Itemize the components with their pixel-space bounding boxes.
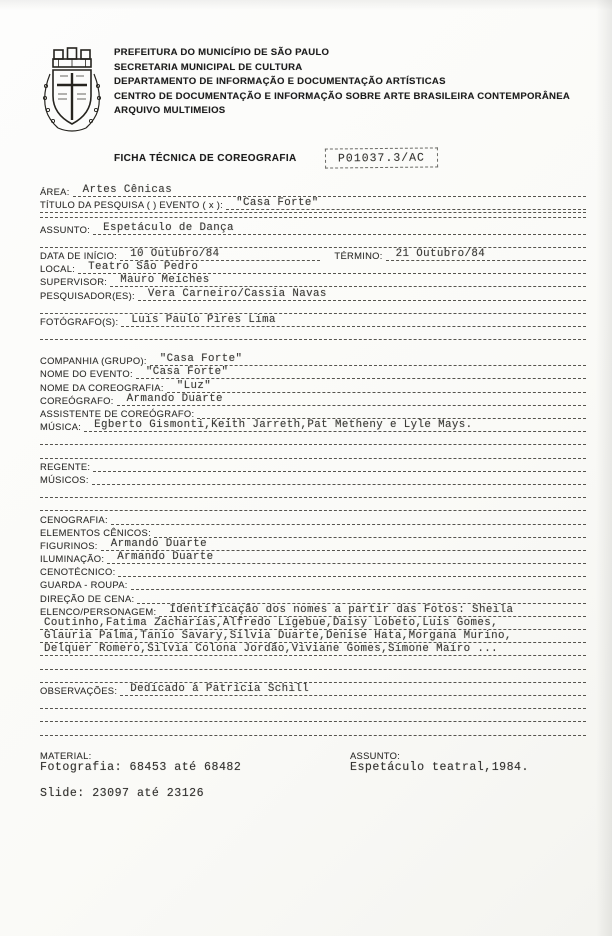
field-label: ASSISTENTE DE COREÓGRAFO: bbox=[40, 408, 195, 419]
assunto-section bbox=[350, 750, 586, 801]
form-row bbox=[40, 709, 586, 722]
form-row bbox=[40, 564, 586, 577]
material-line: Fotografia: 68453 até 68482 bbox=[40, 760, 242, 774]
org-name-block bbox=[114, 44, 570, 119]
form-divider bbox=[40, 212, 586, 218]
field-label: NOME DO EVENTO: bbox=[40, 368, 133, 380]
form-row bbox=[40, 287, 586, 300]
form-row bbox=[40, 630, 586, 643]
reference-code-stamp: P01037.3/AC bbox=[325, 147, 438, 168]
field-label: ASSUNTO: bbox=[40, 223, 91, 235]
field-label: FIGURINOS: bbox=[40, 539, 98, 551]
form-row bbox=[40, 590, 586, 603]
field-label: SUPERVISOR: bbox=[40, 276, 108, 288]
field-value bbox=[40, 510, 586, 511]
field-value bbox=[118, 576, 586, 577]
field-value: 10 Outubro/84 bbox=[120, 248, 320, 261]
material-line: Slide: 23097 até 23126 bbox=[40, 786, 205, 800]
org-line: SECRETARIA MUNICIPAL DE CULTURA bbox=[114, 61, 303, 73]
field-label: ÁREA: bbox=[40, 186, 70, 198]
form-row bbox=[40, 221, 586, 234]
document-header bbox=[40, 44, 582, 134]
form-row bbox=[40, 604, 586, 617]
form-gap bbox=[40, 340, 586, 353]
org-line: PREFEITURA DO MUNICÍPIO DE SÃO PAULO bbox=[114, 47, 330, 58]
field-label: CENOGRAFIA: bbox=[40, 513, 108, 525]
field-label: ILUMINAÇÃO: bbox=[40, 553, 105, 565]
field-value: Armando Duarte bbox=[101, 538, 586, 551]
field-value: "Casa Forte" bbox=[150, 353, 586, 366]
form-row bbox=[40, 353, 586, 366]
form-row bbox=[40, 538, 586, 551]
field-label: ELEMENTOS CÊNICOS: bbox=[40, 526, 151, 538]
assunto-label: ASSUNTO: bbox=[350, 749, 401, 761]
form-row bbox=[40, 643, 586, 656]
field-value: Dedicado à Patrícia Schill bbox=[120, 683, 586, 696]
form-row bbox=[40, 485, 586, 498]
field-value bbox=[92, 484, 586, 485]
form-row bbox=[40, 472, 586, 485]
document-footer bbox=[40, 750, 586, 801]
field-value: Armando Duarte bbox=[117, 393, 586, 406]
field-value: Teatro São Pedro bbox=[78, 261, 586, 274]
field-value: Artes Cênicas bbox=[73, 184, 586, 197]
field-label: NOME DA COREOGRAFIA: bbox=[40, 381, 164, 393]
field-value: "Casa Forte" bbox=[136, 366, 586, 379]
field-value bbox=[111, 524, 586, 525]
form-row bbox=[40, 577, 586, 590]
field-value: "Casa Forte" bbox=[226, 197, 586, 210]
form-row bbox=[40, 248, 586, 261]
form-row bbox=[40, 379, 586, 392]
field-value: Armando Duarte bbox=[107, 551, 586, 564]
field-label: MÚSICA: bbox=[40, 421, 82, 433]
field-value: Egberto Gismonti,Keith Jarreth,Pat Metheny e Lyle Mays. bbox=[84, 419, 586, 432]
form-row bbox=[40, 683, 586, 696]
form-rows bbox=[40, 184, 586, 736]
form-title: FICHA TÉCNICA DE COREOGRAFIA bbox=[114, 152, 297, 164]
field-value bbox=[40, 735, 586, 736]
form-row bbox=[40, 445, 586, 458]
form-row bbox=[40, 406, 586, 419]
field-label: LOCAL: bbox=[40, 263, 76, 275]
sao-paulo-coat-of-arms-icon bbox=[40, 44, 104, 134]
form-row bbox=[40, 670, 586, 683]
field-label: MÚSICOS: bbox=[40, 473, 89, 485]
form-row bbox=[40, 498, 586, 511]
field-value bbox=[93, 471, 586, 472]
form-row bbox=[40, 722, 586, 735]
field-value bbox=[131, 589, 586, 590]
form-row bbox=[40, 184, 586, 197]
form-row bbox=[40, 314, 586, 327]
form-row bbox=[40, 656, 586, 669]
form-row bbox=[40, 235, 586, 248]
field-label: ELENCO/PERSONAGEM: bbox=[40, 605, 157, 617]
form-row bbox=[40, 366, 586, 379]
field-value bbox=[40, 444, 586, 445]
field-value: "Luz" bbox=[167, 380, 586, 393]
field-label: REGENTE: bbox=[40, 460, 91, 472]
field-value bbox=[40, 669, 586, 670]
form-row bbox=[40, 432, 586, 445]
field-value: Mauro Meiches bbox=[110, 274, 586, 287]
field-value: Vera Carneiro/Cassia Navas bbox=[138, 288, 586, 301]
field-label: DIREÇÃO DE CENA: bbox=[40, 592, 135, 604]
field-label: PESQUISADOR(ES): bbox=[40, 289, 135, 301]
scan-artifact-top bbox=[0, 0, 612, 10]
field-value: Glauria Palma,Tanio Savary,Silvia Duarte,Denise Hata,Morgana Murino, bbox=[40, 630, 586, 643]
field-value bbox=[40, 721, 586, 722]
field-value: 21 Outubro/84 bbox=[386, 248, 586, 261]
form-row bbox=[40, 617, 586, 630]
form-row bbox=[40, 696, 586, 709]
field-value: Delquer Romero,Silvia Colona Jordão,Viviane Gomes,Simone Mairo ... bbox=[40, 643, 586, 656]
form-row bbox=[40, 261, 586, 274]
field-value: Coutinho,Fatima Zacharias,Alfredo Ligebue,Daisy Lobeto,Luis Gomes, bbox=[40, 617, 586, 630]
org-line: DEPARTAMENTO DE INFORMAÇÃO E DOCUMENTAÇÃO ARTÍSTICAS bbox=[114, 76, 446, 87]
field-label: DATA DE INÍCIO: bbox=[40, 249, 118, 261]
field-value: Identificação dos nomes a partir das Fotos: Sheila bbox=[159, 604, 586, 617]
field-value: Luis Paulo Pires Lima bbox=[121, 314, 586, 327]
form-row bbox=[40, 419, 586, 432]
field-label: OBSERVAÇÕES: bbox=[40, 684, 118, 696]
field-label: TÍTULO DA PESQUISA ( ) EVENTO ( x ): bbox=[40, 199, 224, 211]
form-row bbox=[40, 327, 586, 340]
org-line: CENTRO DE DOCUMENTAÇÃO E INFORMAÇÃO SOBRE ARTE BRASILEIRA CONTEMPORÂNEA bbox=[114, 90, 571, 102]
assunto-line: Espetáculo teatral,1984. bbox=[350, 760, 529, 774]
form-row bbox=[40, 301, 586, 314]
field-value bbox=[40, 339, 586, 340]
material-label: MATERIAL: bbox=[40, 749, 92, 761]
form-row bbox=[40, 511, 586, 524]
form-title-row bbox=[114, 148, 612, 168]
field-label: FOTÓGRAFO(S): bbox=[40, 315, 119, 327]
field-label: COMPANHIA (GRUPO): bbox=[40, 355, 147, 367]
material-section bbox=[40, 750, 350, 801]
scan-artifact-right-edge bbox=[596, 0, 612, 936]
field-label: CENOTÉCNICO: bbox=[40, 566, 116, 578]
field-label: TÉRMINO: bbox=[334, 249, 383, 261]
form-row bbox=[40, 393, 586, 406]
field-value: Espetáculo de Dança bbox=[93, 222, 586, 235]
field-value bbox=[40, 458, 586, 459]
field-value bbox=[40, 708, 586, 709]
field-value bbox=[40, 497, 586, 498]
form-row bbox=[40, 551, 586, 564]
field-label: COREÓGRAFO: bbox=[40, 394, 114, 406]
form-row bbox=[40, 274, 586, 287]
field-label: GUARDA - ROUPA: bbox=[40, 579, 128, 591]
org-line: ARQUIVO MULTIMEIOS bbox=[114, 105, 226, 116]
form-row bbox=[40, 197, 586, 210]
form-row bbox=[40, 525, 586, 538]
form-row bbox=[40, 459, 586, 472]
